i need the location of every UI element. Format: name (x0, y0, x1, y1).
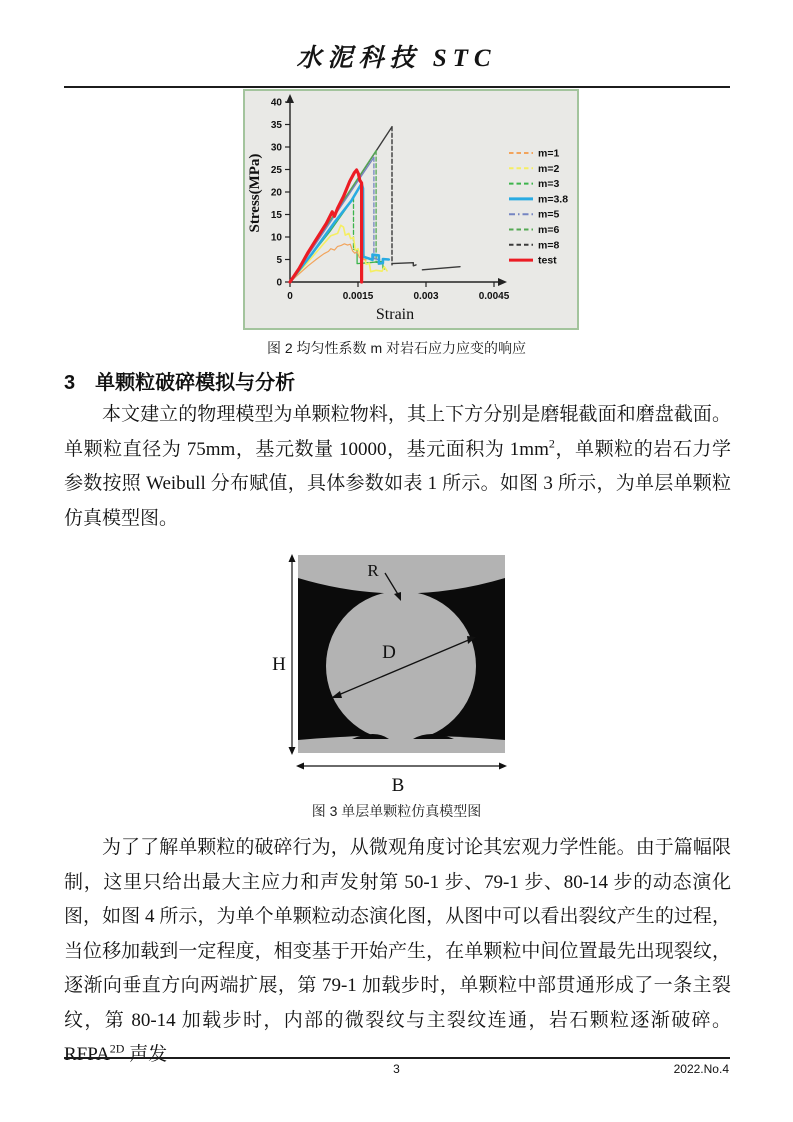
h-arrowhead-top (288, 554, 295, 562)
svg-text:0: 0 (287, 291, 293, 302)
paragraph-1 (64, 398, 731, 536)
paragraph-2-text-cont: 声发 (124, 1044, 168, 1065)
bottom-contact-neck (391, 720, 411, 742)
label-b: B (391, 775, 404, 795)
label-r: R (366, 561, 379, 580)
svg-text:m=5: m=5 (538, 208, 560, 221)
particle-circle (326, 591, 476, 741)
svg-text:m=3.8: m=3.8 (538, 193, 569, 206)
b-arrowhead-right (499, 763, 507, 770)
figure2-caption: 图 2 均匀性系数 m 对岩石应力应变的响应 (266, 340, 526, 356)
svg-text:test: test (538, 254, 557, 267)
svg-text:5: 5 (276, 255, 282, 266)
stress-strain-chart-svg (245, 91, 577, 328)
svg-text:m=3: m=3 (538, 178, 560, 191)
section-title: 单颗粒破碎模拟与分析 (95, 372, 296, 394)
footer-rule (64, 1057, 730, 1059)
paragraph-1-superscript: 2 (548, 436, 555, 451)
particle-model-figure-svg (272, 552, 522, 795)
b-arrowhead-left (296, 763, 304, 770)
svg-text:Strain: Strain (375, 306, 415, 323)
svg-text:30: 30 (270, 142, 282, 154)
figure3-model (0, 552, 793, 795)
paragraph-2-superscript: 2D (109, 1041, 125, 1056)
figure2-stress-strain-chart (243, 89, 579, 330)
svg-text:m=8: m=8 (538, 239, 560, 252)
paragraph-2-text: 为了了解单颗粒的破碎行为，从微观角度讨论其宏观力学性能。由于篇幅限制，这里只给出最大主应力和声发射第 50-1 步、79-1 步、80-14 步的动态演化图，如图 4 所示，为单个单颗粒动态演化图，从图中可以看出裂纹产生的过程，当位移加载到一定程度，相变基于开始产生，在单颗粒中间位置最先出现裂纹，逐渐向垂直方向两端扩展，第 79-1 加载步时，单颗粒中部贯通形成了一条主裂纹，第 80-14 加载步时，内部的微裂纹与主裂纹连通，岩石颗粒逐渐破碎。RFPA (64, 837, 731, 1065)
svg-text:35: 35 (270, 120, 282, 131)
svg-text:m=1: m=1 (538, 147, 560, 160)
svg-text:0: 0 (276, 277, 282, 289)
section-heading (64, 366, 730, 395)
svg-text:40: 40 (270, 97, 282, 109)
svg-text:0.003: 0.003 (413, 291, 439, 302)
svg-text:Stress(MPa): Stress(MPa) (247, 153, 263, 233)
svg-text:25: 25 (270, 165, 282, 176)
header-rule (64, 86, 730, 88)
footer-issue: 2022.No.4 (673, 1062, 729, 1076)
section-number: 3 (64, 372, 76, 394)
label-h: H (271, 654, 286, 675)
h-arrowhead-bottom (288, 747, 295, 755)
svg-text:0.0015: 0.0015 (342, 291, 374, 302)
svg-text:20: 20 (270, 187, 282, 199)
paragraph-1-text: 本文建立的物理模型为单颗粒物料，其上下方分别是磨辊截面和磨盘截面。单颗粒直径为 75mm，基元数量 10000，基元面积为 1mm (64, 404, 731, 460)
paragraph-2 (64, 831, 731, 1073)
svg-text:0.0045: 0.0045 (478, 291, 510, 302)
svg-text:15: 15 (270, 210, 282, 221)
svg-text:m=2: m=2 (538, 162, 560, 175)
paragraph-1-text-cont: ，单颗粒的岩石力学参数按照 Weibull 分布赋值，具体参数如表 1 所示。如图 3 所示，为单层单颗粒仿真模型图。 (64, 438, 731, 529)
svg-text:m=6: m=6 (538, 224, 560, 236)
footer-page-number: 3 (393, 1062, 400, 1076)
journal-title: 水泥科技 STC (296, 45, 497, 72)
svg-text:10: 10 (270, 232, 282, 244)
label-d: D (381, 642, 396, 663)
figure3-caption: 图 3 单层单颗粒仿真模型图 (311, 803, 482, 819)
